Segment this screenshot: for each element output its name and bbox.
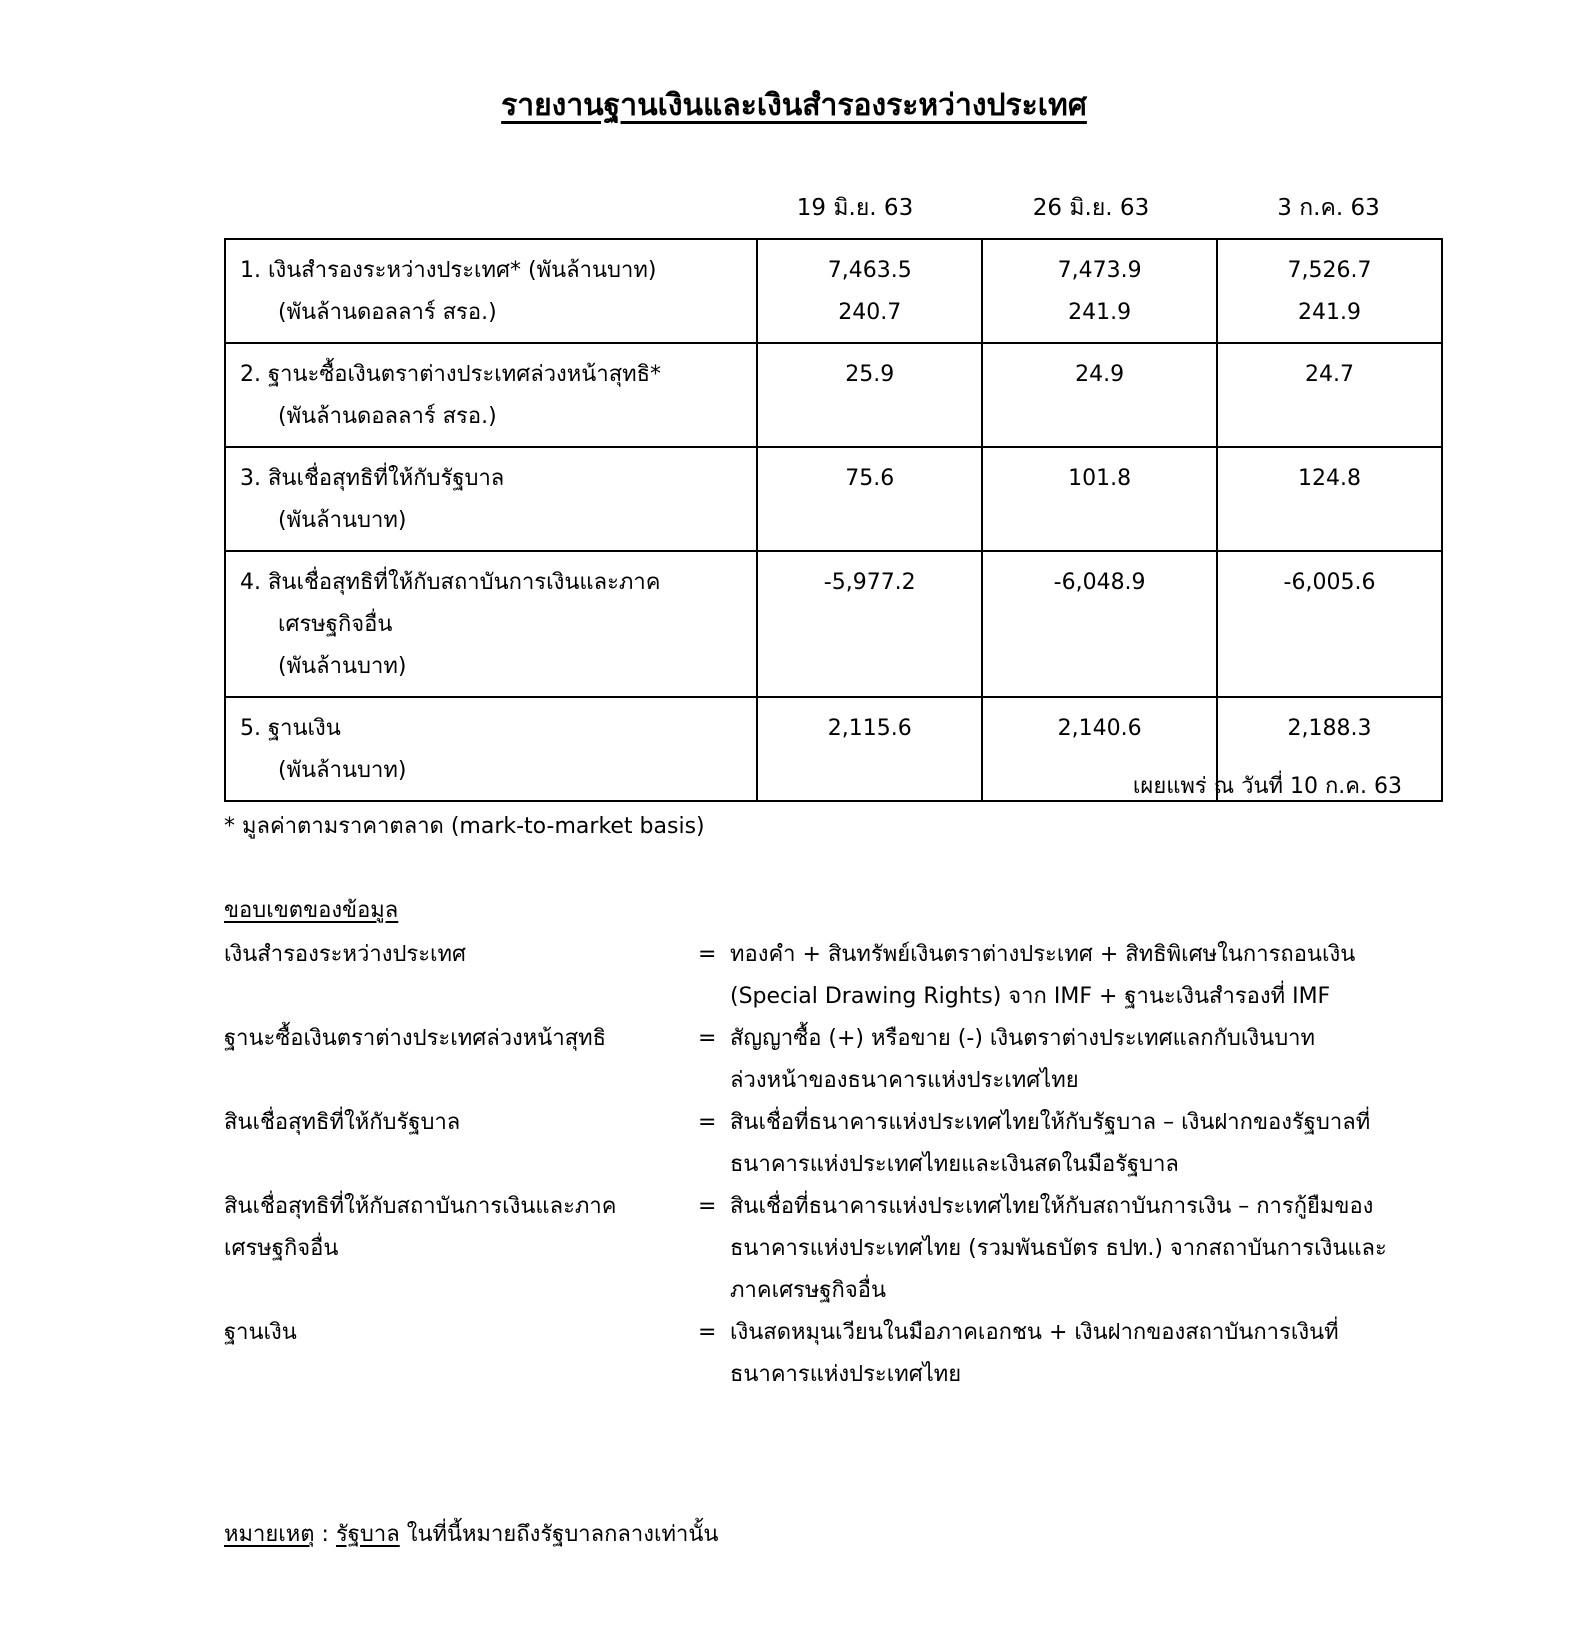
row-label: ฐานะซื้อเงินตราต่างประเทศล่วงหน้าสุทธิ* xyxy=(268,362,662,387)
value-cell xyxy=(982,343,1217,447)
definition-term xyxy=(224,1186,698,1312)
value-cell xyxy=(757,343,982,447)
value: 7,526.7 xyxy=(1287,258,1372,283)
value-cell xyxy=(757,239,982,343)
value: -6,048.9 xyxy=(1053,570,1146,595)
note-term: รัฐบาล xyxy=(335,1522,400,1547)
note xyxy=(224,1516,718,1551)
value-cell xyxy=(1217,447,1442,551)
row-label-cell xyxy=(225,343,757,447)
value: 2,115.6 xyxy=(827,716,912,741)
definition-line: ธนาคารแห่งประเทศไทย (รวมพันธบัตร ธปท.) จากสถาบันการเงินและ xyxy=(730,1236,1387,1261)
definition-meaning xyxy=(730,1102,1424,1186)
definition-item xyxy=(224,934,1424,1018)
value: 24.7 xyxy=(1305,362,1354,387)
definition-line: สินเชื่อที่ธนาคารแห่งประเทศไทยให้กับสถาบันการเงิน – การกู้ยืมของ xyxy=(730,1194,1374,1219)
definitions-list xyxy=(224,934,1424,1396)
row-unit: (พันล้านบาท) xyxy=(278,758,407,783)
definition-item xyxy=(224,1186,1424,1312)
value: 7,473.9 xyxy=(1057,258,1142,283)
definition-line: สัญญาซื้อ (+) หรือขาย (-) เงินตราต่างประเทศแลกกับเงินบาท xyxy=(730,1026,1316,1051)
row-label-cell xyxy=(225,551,757,697)
value-cell xyxy=(757,697,982,801)
definition-line: ทองคำ + สินทรัพย์เงินตราต่างประเทศ + สิทธิพิเศษในการถอนเงิน xyxy=(730,942,1356,967)
definition-line: ภาคเศรษฐกิจอื่น xyxy=(730,1278,886,1303)
publish-date: เผยแพร่ ณ วันที่ 10 ก.ค. 63 xyxy=(1132,774,1402,799)
row-label: เงินสำรองระหว่างประเทศ* (พันล้านบาท) xyxy=(268,258,657,283)
row-number: 5. xyxy=(240,716,261,741)
definition-item xyxy=(224,1312,1424,1396)
sub-value: 241.9 xyxy=(1068,300,1132,325)
definition-item xyxy=(224,1102,1424,1186)
definition-equals: = xyxy=(698,1110,717,1135)
column-header-date-2: 26 มิ.ย. 63 xyxy=(1032,195,1150,221)
sub-value: 240.7 xyxy=(838,300,902,325)
definition-item xyxy=(224,1018,1424,1102)
value: -6,005.6 xyxy=(1283,570,1376,595)
column-header-date-1: 19 มิ.ย. 63 xyxy=(796,195,914,221)
row-number: 2. xyxy=(240,362,261,387)
note-separator: : xyxy=(314,1522,336,1547)
definition-line: ล่วงหน้าของธนาคารแห่งประเทศไทย xyxy=(730,1068,1079,1093)
value: 124.8 xyxy=(1298,466,1361,491)
value-cell xyxy=(1217,343,1442,447)
row-unit: (พันล้านบาท) xyxy=(278,508,407,533)
value-cell xyxy=(982,447,1217,551)
row-unit: (พันล้านบาท) xyxy=(278,654,407,679)
row-label: สินเชื่อสุทธิที่ให้กับสถาบันการเงินและภาค xyxy=(268,570,661,595)
definition-equals: = xyxy=(698,1320,717,1345)
value: 25.9 xyxy=(845,362,895,387)
row-label: สินเชื่อสุทธิที่ให้กับรัฐบาล xyxy=(268,466,505,491)
scope-heading: ขอบเขตของข้อมูล xyxy=(224,898,399,923)
row-number: 4. xyxy=(240,570,261,595)
value-cell xyxy=(1217,551,1442,697)
row-unit: (พันล้านดอลลาร์ สรอ.) xyxy=(278,404,497,429)
table-row xyxy=(225,343,1442,447)
definition-line: ธนาคารแห่งประเทศไทย xyxy=(730,1362,962,1387)
table-row xyxy=(225,447,1442,551)
definition-term-line: เศรษฐกิจอื่น xyxy=(224,1236,339,1261)
value-cell xyxy=(1217,239,1442,343)
row-number: 1. xyxy=(240,258,261,283)
value: 7,463.5 xyxy=(827,258,912,283)
value-cell xyxy=(757,551,982,697)
table-row xyxy=(225,239,1442,343)
definition-term: ฐานะซื้อเงินตราต่างประเทศล่วงหน้าสุทธิ xyxy=(224,1026,607,1051)
value: 2,140.6 xyxy=(1057,716,1142,741)
row-number: 3. xyxy=(240,466,261,491)
definition-meaning xyxy=(730,934,1424,1018)
column-header-date-3: 3 ก.ค. 63 xyxy=(1277,195,1380,221)
definition-line: สินเชื่อที่ธนาคารแห่งประเทศไทยให้กับรัฐบาล – เงินฝากของรัฐบาลที่ xyxy=(730,1110,1371,1135)
note-text: ในที่นี้หมายถึงรัฐบาลกลางเท่านั้น xyxy=(399,1522,719,1547)
row-label: ฐานเงิน xyxy=(268,716,341,741)
definition-meaning xyxy=(730,1312,1424,1396)
value-cell xyxy=(982,551,1217,697)
value: 75.6 xyxy=(845,466,895,491)
definition-line: ธนาคารแห่งประเทศไทยและเงินสดในมือรัฐบาล xyxy=(730,1152,1179,1177)
row-label-cell xyxy=(225,697,757,801)
value: 2,188.3 xyxy=(1287,716,1372,741)
value-cell xyxy=(757,447,982,551)
definition-equals: = xyxy=(698,942,717,967)
definition-term-line: สินเชื่อสุทธิที่ให้กับสถาบันการเงินและภาค xyxy=(224,1194,617,1219)
definition-term: สินเชื่อสุทธิที่ให้กับรัฐบาล xyxy=(224,1110,461,1135)
value: 101.8 xyxy=(1068,466,1132,491)
value-cell xyxy=(982,239,1217,343)
definition-equals: = xyxy=(698,1194,717,1219)
row-label-cell xyxy=(225,447,757,551)
footnote: * มูลค่าตามราคาตลาด (mark-to-market basis) xyxy=(224,814,705,839)
row-label-continued: เศรษฐกิจอื่น xyxy=(278,612,393,637)
definition-meaning xyxy=(730,1186,1424,1312)
definition-equals: = xyxy=(698,1026,717,1051)
definition-term: เงินสำรองระหว่างประเทศ xyxy=(224,942,467,967)
value: 24.9 xyxy=(1075,362,1125,387)
sub-value: 241.9 xyxy=(1298,300,1361,325)
definition-meaning xyxy=(730,1018,1424,1102)
report-title: รายงานฐานเงินและเงินสำรองระหว่างประเทศ xyxy=(501,88,1087,123)
note-label: หมายเหตุ xyxy=(224,1522,315,1547)
report-table xyxy=(224,238,1443,802)
row-label-cell xyxy=(225,239,757,343)
row-unit: (พันล้านดอลลาร์ สรอ.) xyxy=(278,300,497,325)
table-row xyxy=(225,551,1442,697)
definition-line: เงินสดหมุนเวียนในมือภาคเอกชน + เงินฝากของสถาบันการเงินที่ xyxy=(730,1320,1339,1345)
definition-line: (Special Drawing Rights) จาก IMF + ฐานะเงินสำรองที่ IMF xyxy=(730,984,1331,1009)
definition-term: ฐานเงิน xyxy=(224,1320,297,1345)
value: -5,977.2 xyxy=(823,570,916,595)
